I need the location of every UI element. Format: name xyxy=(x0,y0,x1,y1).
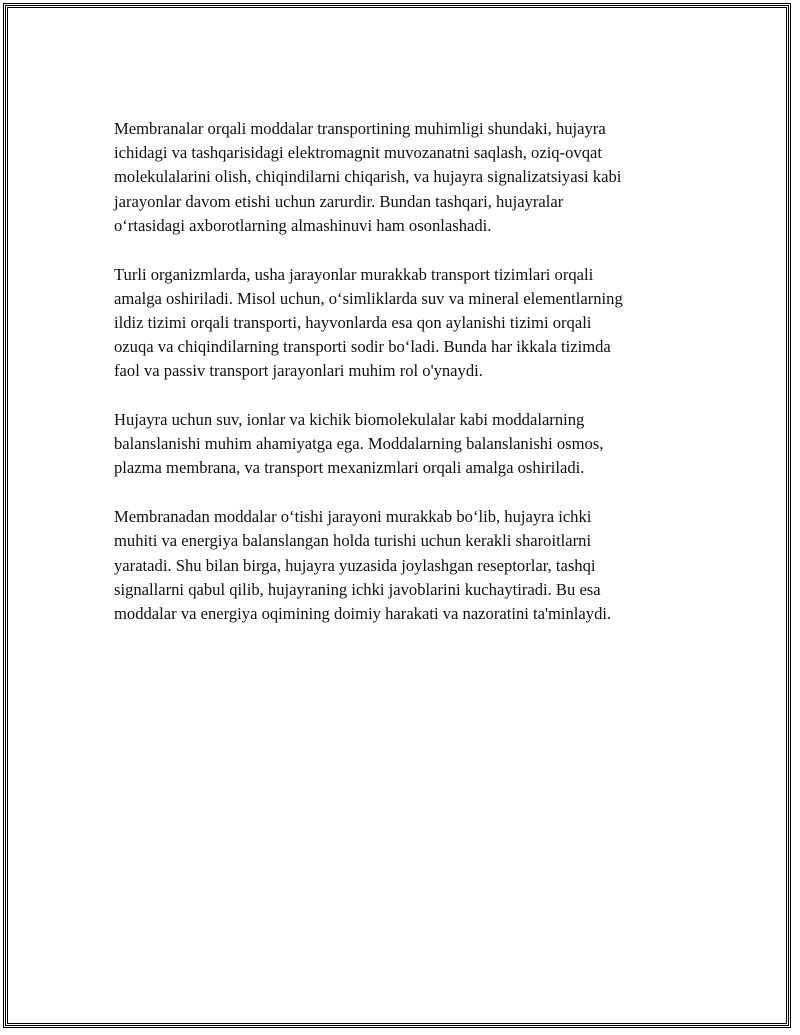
text-line: ichidagi va tashqarisidagi elektromagnit muvozanatni saqlash, oziq-ovqat xyxy=(114,143,602,163)
text-line: yaratadi. Shu bilan birga, hujayra yuzasida joylashgan reseptorlar, tashqi xyxy=(114,555,596,575)
text-line: muhiti va energiya balanslangan holda turishi uchun kerakli sharoitlarni xyxy=(114,531,592,551)
text-line: ozuqa va chiqindilarning transporti sodir bo‘ladi. Bunda har ikkala tizimda xyxy=(114,337,611,357)
text-line: molekulalarini olish, chiqindilarni chiqarish, va hujayra signalizatsiyasi kabi xyxy=(114,167,622,187)
text-line: signallarni qabul qilib, hujayraning ichki javoblarini kuchaytiradi. Bu esa xyxy=(114,579,601,599)
paragraph-3 xyxy=(114,408,689,481)
text-line: amalga oshiriladi. Misol uchun, o‘simliklarda suv va mineral elementlarning xyxy=(114,288,623,308)
paragraph-1 xyxy=(114,117,689,238)
text-line: plazma membrana, va transport mexanizmlari orqali amalga oshiriladi. xyxy=(114,458,585,478)
text-line: moddalar va energiya oqimining doimiy harakati va nazoratini ta'minlaydi. xyxy=(114,603,612,623)
text-line: faol va passiv transport jarayonlari muhim rol o'ynaydi. xyxy=(114,361,483,381)
text-line: jarayonlar davom etishi uchun zarurdir. Bundan tashqari, hujayralar xyxy=(114,191,564,211)
text-line: balanslanishi muhim ahamiyatga ega. Moddalarning balanslanishi osmos, xyxy=(114,434,604,454)
text-line: Membranadan moddalar o‘tishi jarayoni murakkab bo‘lib, hujayra ichki xyxy=(114,507,592,527)
text-line: Hujayra uchun suv, ionlar va kichik biomolekulalar kabi moddalarning xyxy=(114,410,585,430)
document-body xyxy=(114,117,689,651)
text-line: Membranalar orqali moddalar transportining muhimligi shundaki, hujayra xyxy=(114,119,606,138)
text-line: Turli organizmlarda, usha jarayonlar murakkab transport tizimlari orqali xyxy=(114,264,594,284)
text-line: ildiz tizimi orqali transporti, hayvonlarda esa qon aylanishi tizimi orqali xyxy=(114,312,592,332)
paragraph-2 xyxy=(114,263,689,384)
paragraph-4 xyxy=(114,505,689,626)
text-line: o‘rtasidagi axborotlarning almashinuvi ham osonlashadi. xyxy=(114,215,492,235)
